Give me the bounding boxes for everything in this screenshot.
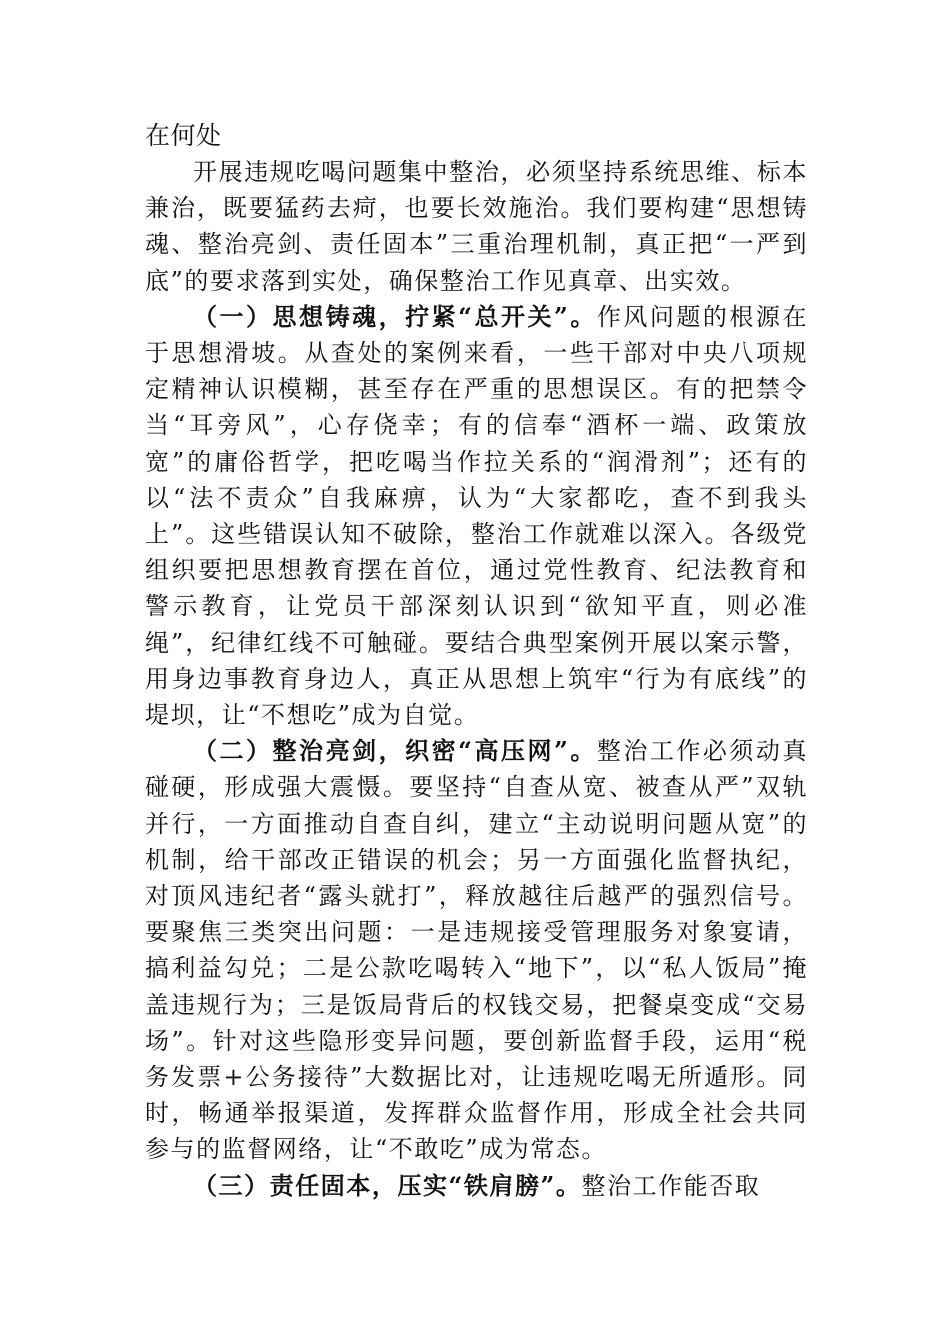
section-3-lead: （三）责任固本，压实“铁肩膀”。 xyxy=(193,1170,582,1200)
heading-fragment: 在何处 xyxy=(145,121,222,150)
section-3-body: 整治工作能否取 xyxy=(581,1171,761,1200)
document-body xyxy=(145,118,808,1204)
section-1-paragraph xyxy=(145,299,808,733)
section-2-paragraph xyxy=(145,733,808,1167)
section-1-lead: （一）思想铸魂，拧紧“总开关”。 xyxy=(193,301,597,331)
intro-paragraph: 开展违规吃喝问题集中整治，必须坚持系统思维、标本兼治，既要猛药去疴，也要长效施治。我们要构建“思想铸魂、整治亮剑、责任固本”三重治理机制，真正把“一严到底”的要求落到实处，确保整治工作见真章、出实效。 xyxy=(145,158,808,295)
section-1-body: 作风问题的根源在于思想滑坡。从查处的案例来看，一些干部对中央八项规定精神认识模糊，甚至存在严重的思想误区。有的把禁令当“耳旁风”，心存侥幸；有的信奉“酒杯一端、政策放宽”的庸俗哲学，把吃喝当作拉关系的“润滑剂”；还有的以“法不责众”自我麻痹，认为“大家都吃，查不到我头上”。这些错误认知不破除，整治工作就难以深入。各级党组织要把思想教育摆在首位，通过党性教育、纪法教育和警示教育，让党员干部深刻认识到“欲知平直，则必准绳”，纪律红线不可触碰。要结合典型案例开展以案示警，用身边事教育身边人，真正从思想上筑牢“行为有底线”的堤坝，让“不想吃”成为自觉。 xyxy=(145,302,808,730)
section-2-body: 整治工作必须动真碰硬，形成强大震慑。要坚持“自查从宽、被查从严”双轨并行，一方面推动自查自纠，建立“主动说明问题从宽”的机制，给干部改正错误的机会；另一方面强化监督执纪，对顶风违纪者“露头就打”，释放越往后越严的强烈信号。要聚焦三类突出问题：一是违规接受管理服务对象宴请，搞利益勾兑；二是公款吃喝转入“地下”，以“私人饭局”掩盖违规行为；三是饭局背后的权钱交易，把餐桌变成“交易场”。针对这些隐形变异问题，要创新监督手段，运用“税务发票+公务接待”大数据比对，让违规吃喝无所遁形。同时，畅通举报渠道，发挥群众监督作用，形成全社会共同参与的监督网络，让“不敢吃”成为常态。 xyxy=(145,737,808,1164)
section-3-paragraph xyxy=(145,1168,808,1204)
section-2-lead: （二）整治亮剑，织密“高压网”。 xyxy=(193,736,597,766)
